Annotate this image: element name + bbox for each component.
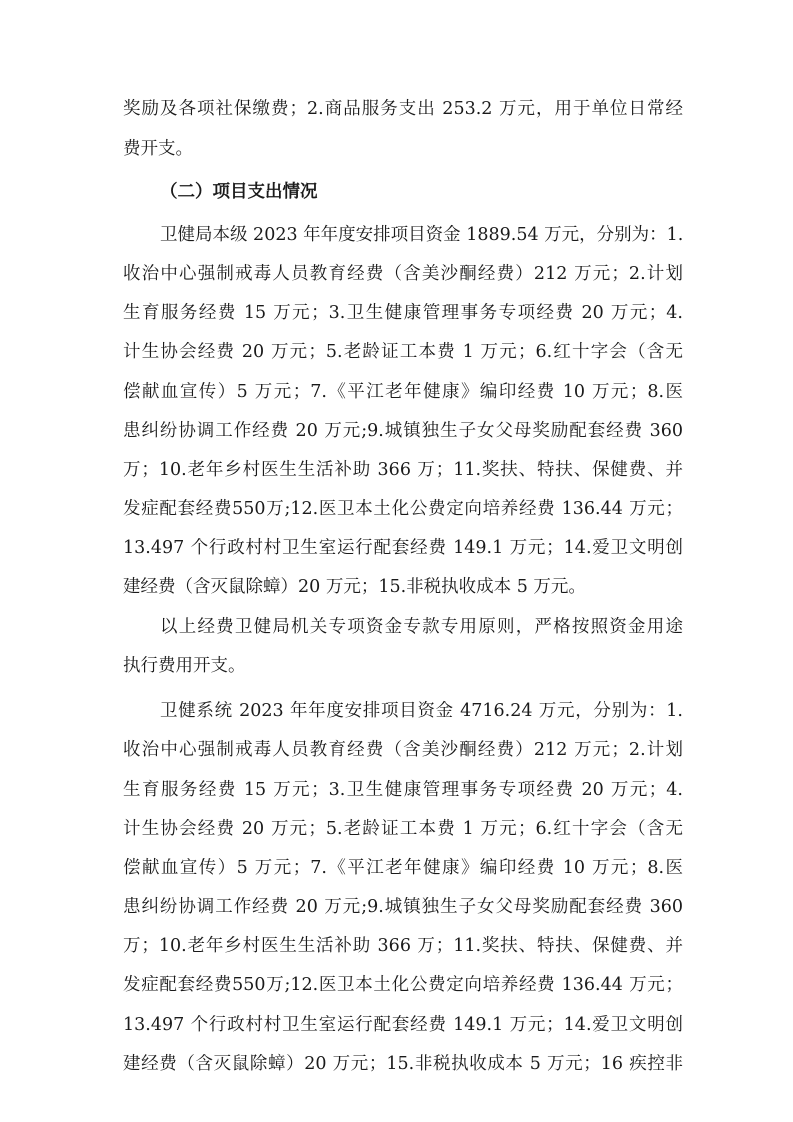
para1-line-1: 卫健局本级 2023 年年度安排项目资金 1889.54 万元，分别为：1.: [160, 225, 683, 245]
para1-line-4: 计生协会经费 20 万元；5.老龄证工本费 1 万元；6.红十字会（含无: [123, 342, 683, 362]
para3-line-7: 万；10.老年乡村医生生活补助 366 万；11.奖扶、特扶、保健费、并: [123, 936, 683, 956]
para3-line-5: 偿献血宣传）5 万元；7.《平江老年健康》编印经费 10 万元；8.医: [123, 858, 683, 878]
para3-line-8: 发症配套经费550万;12.医卫本土化公费定向培养经费 136.44 万元；: [123, 975, 683, 995]
para3-line-6: 患纠纷协调工作经费 20 万元;9.城镇独生子女父母奖励配套经费 360: [123, 897, 683, 917]
para2-line-1: 以上经费卫健局机关专项资金专款专用原则，严格按照资金用途: [160, 617, 683, 637]
section-heading: （二）项目支出情况: [160, 182, 318, 202]
para3-line-9: 13.497 个行政村村卫生室运行配套经费 149.1 万元；14.爱卫文明创: [123, 1015, 683, 1035]
para3-line-4: 计生协会经费 20 万元；5.老龄证工本费 1 万元；6.红十字会（含无: [123, 819, 683, 839]
intro-line-2: 费开支。: [123, 139, 193, 159]
para1-line-10: 建经费（含灭鼠除蟑）20 万元；15.非税执收成本 5 万元。: [123, 577, 586, 597]
para3-line-2: 收治中心强制戒毒人员教育经费（含美沙酮经费）212 万元；2.计划: [123, 740, 683, 760]
para1-line-6: 患纠纷协调工作经费 20 万元;9.城镇独生子女父母奖励配套经费 360: [123, 421, 683, 441]
para2-line-2: 执行费用开支。: [123, 656, 246, 676]
para3-line-10: 建经费（含灭鼠除蟑）20 万元；15.非税执收成本 5 万元；16 疾控非: [123, 1054, 683, 1074]
para1-line-3: 生育服务经费 15 万元；3.卫生健康管理事务专项经费 20 万元；4.: [123, 303, 683, 323]
para3-line-1: 卫健系统 2023 年年度安排项目资金 4716.24 万元，分别为：1.: [160, 701, 683, 721]
para1-line-2: 收治中心强制戒毒人员教育经费（含美沙酮经费）212 万元；2.计划: [123, 264, 683, 284]
para3-line-3: 生育服务经费 15 万元；3.卫生健康管理事务专项经费 20 万元；4.: [123, 780, 683, 800]
intro-line-1: 奖励及各项社保缴费；2.商品服务支出 253.2 万元，用于单位日常经: [123, 99, 683, 119]
para1-line-7: 万；10.老年乡村医生生活补助 366 万；11.奖扶、特扶、保健费、并: [123, 460, 683, 480]
para1-line-8: 发症配套经费550万;12.医卫本土化公费定向培养经费 136.44 万元；: [123, 499, 683, 519]
para1-line-9: 13.497 个行政村村卫生室运行配套经费 149.1 万元；14.爱卫文明创: [123, 538, 683, 558]
para1-line-5: 偿献血宣传）5 万元；7.《平江老年健康》编印经费 10 万元；8.医: [123, 382, 683, 402]
